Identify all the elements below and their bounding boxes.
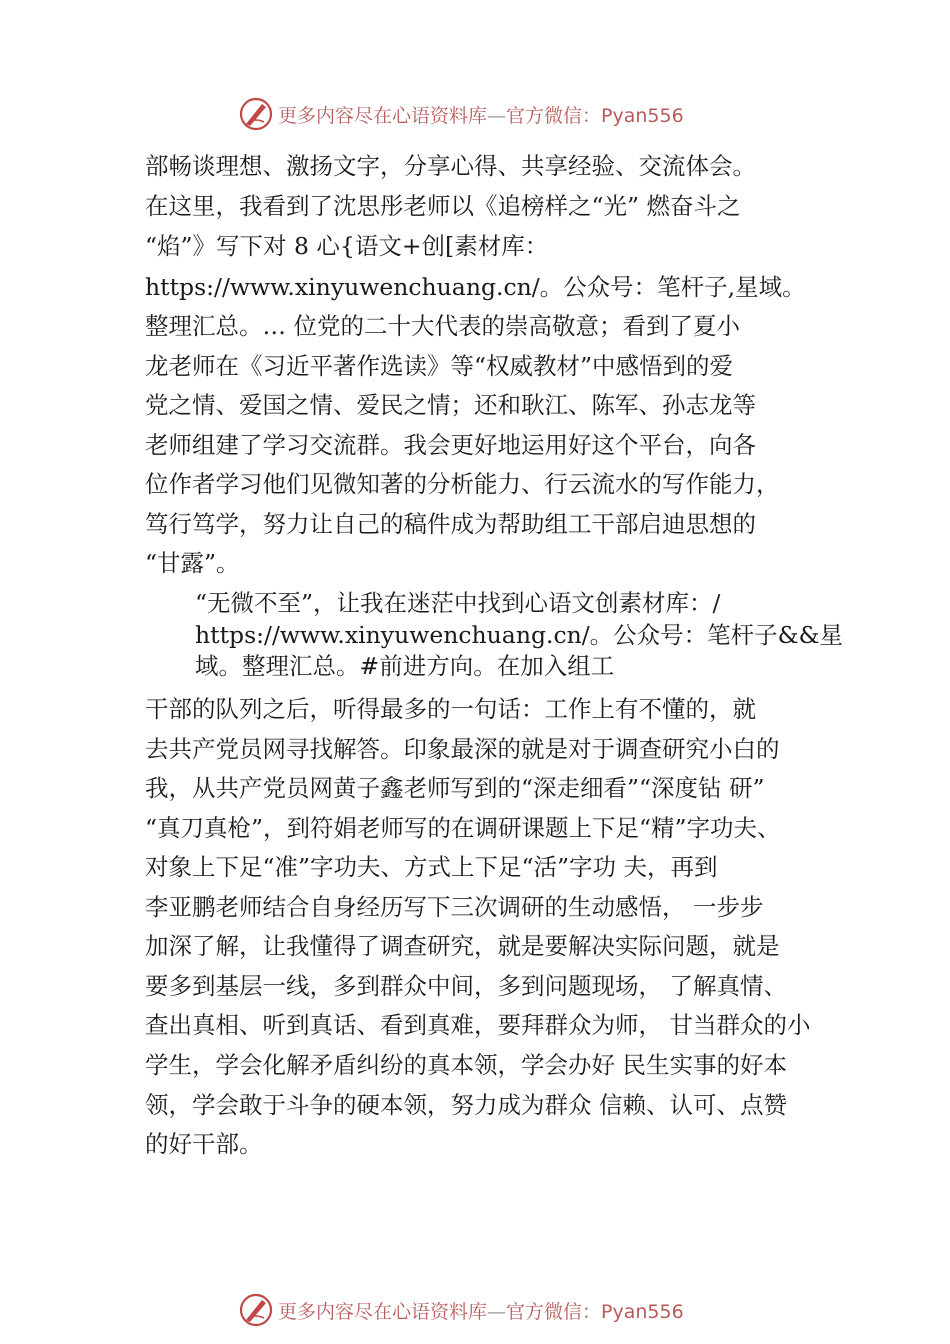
banner-dash: — — [487, 104, 507, 127]
pen-logo-icon — [238, 96, 274, 132]
body-line: 李亚鹏老师结合自身经历写下三次调研的生动感悟， 一步步 — [145, 893, 764, 921]
body-line: 在这里，我看到了沈思彤老师以《追榜样之“光” 燃奋斗之 — [145, 192, 741, 220]
body-line: https://www.xinyuwenchuang.cn/。公众号：笔杆子,星域。 — [145, 273, 806, 301]
body-line: 要多到基层一线，多到群众中间，多到问题现场， 了解真情、 — [145, 972, 787, 1000]
banner-official: 官方微信： — [506, 1300, 602, 1323]
banner-dash: — — [487, 1300, 507, 1323]
body-line: 查出真相、听到真话、看到真难，要拜群众为师， 甘当群众的小 — [145, 1011, 811, 1039]
body-line: “真刀真枪”，到符娟老师写的在调研课题上下足“精”字功夫、 — [145, 814, 781, 842]
body-line: 笃行笃学，努力让自己的稿件成为帮助组工干部启迪思想的 — [145, 510, 756, 538]
banner-title: 更多内容尽在心语资料库 — [278, 1300, 488, 1323]
body-line: 学生，学会化解矛盾纠纷的真本领，学会办好 民生实事的好本 — [145, 1051, 787, 1079]
body-line: “焰”》写下对 8 心{语文+创[素材库： — [145, 232, 549, 260]
body-line: https://www.xinyuwenchuang.cn/。公众号：笔杆子&&星 — [195, 621, 844, 649]
body-line: 领，学会敢于斗争的硬本领，努力成为群众 信赖、认可、点赞 — [145, 1091, 787, 1119]
banner-official: 官方微信： — [506, 104, 602, 127]
pen-logo-icon — [238, 1292, 274, 1328]
body-line: 党之情、爱国之情、爱民之情；还和耿江、陈军、孙志龙等 — [145, 391, 756, 419]
body-line: 对象上下足“准”字功夫、方式上下足“活”字功 夫，再到 — [145, 853, 718, 881]
body-line: 加深了解，让我懂得了调查研究，就是要解决实际问题，就是 — [145, 932, 780, 960]
banner-wechat-id: Pyan556 — [601, 104, 684, 127]
header-banner — [238, 96, 684, 132]
banner-wechat-id: Pyan556 — [601, 1300, 684, 1323]
body-line: “甘露”。 — [145, 549, 240, 577]
body-line: 干部的队列之后，听得最多的一句话：工作上有不懂的，就 — [145, 695, 756, 723]
body-line: 部畅谈理想、激扬文字，分享心得、共享经验、交流体会。 — [145, 152, 756, 180]
body-line: 的好干部。 — [145, 1130, 263, 1158]
footer-banner — [238, 1292, 684, 1328]
body-line: 龙老师在《习近平著作选读》等“权威教材”中感悟到的爱 — [145, 352, 734, 380]
body-line: 位作者学习他们见微知著的分析能力、行云流水的写作能力， — [145, 470, 780, 498]
body-line: 去共产党员网寻找解答。印象最深的就是对于调查研究小白的 — [145, 735, 780, 763]
banner-title: 更多内容尽在心语资料库 — [278, 104, 488, 127]
body-line: “无微不至”，让我在迷茫中找到心语文创素材库：/ — [195, 589, 721, 617]
body-line: 整理汇总。… 位党的二十大代表的崇高敬意；看到了夏小 — [145, 312, 740, 340]
body-line: 我，从共产党员网黄子鑫老师写到的“深走细看”“深度钻 研” — [145, 774, 765, 802]
body-line: 域。整理汇总。#前进方向。在加入组工 — [195, 652, 615, 680]
body-line: 老师组建了学习交流群。我会更好地运用好这个平台，向各 — [145, 431, 756, 459]
banner-text — [278, 1297, 684, 1324]
banner-text — [278, 101, 684, 128]
